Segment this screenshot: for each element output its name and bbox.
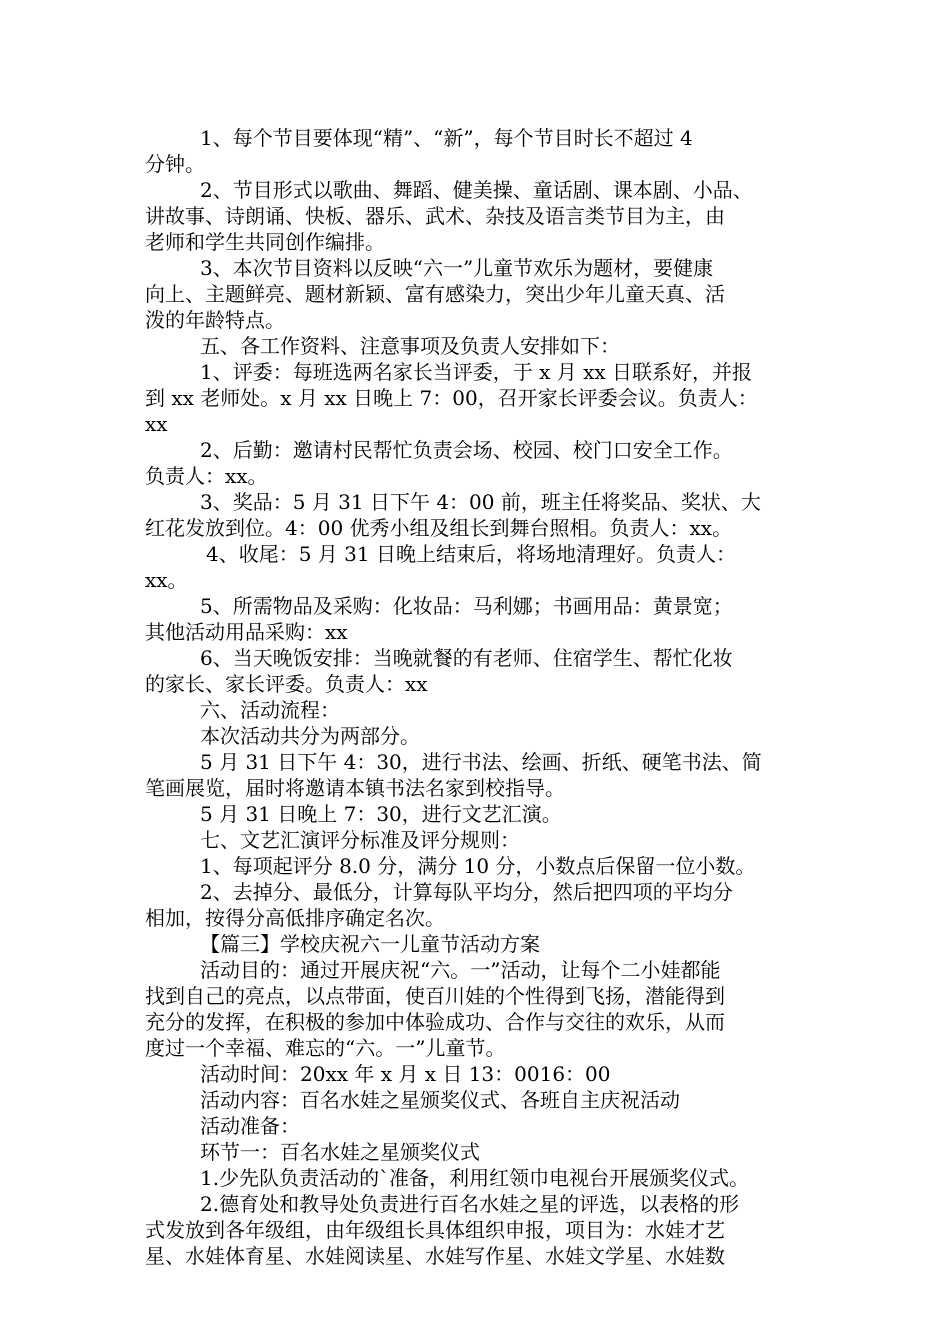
- paragraph-line: 式发放到各年级组，由年级组长具体组织申报，项目为：水娃才艺: [145, 1218, 725, 1242]
- paragraph-line: 相加，按得分高低排序确定名次。: [145, 906, 445, 930]
- paragraph-line: 活动准备：: [200, 1114, 300, 1138]
- paragraph-line: 4、收尾：5 月 31 日晚上结束后，将场地清理好。负责人：: [206, 542, 736, 566]
- section-heading: 六、活动流程：: [200, 698, 340, 722]
- paragraph-line: 笔画展览，届时将邀请本镇书法名家到校指导。: [145, 776, 565, 800]
- paragraph-line: 讲故事、诗朗诵、快板、器乐、武术、杂技及语言类节目为主，由: [145, 204, 725, 228]
- paragraph-line: 找到自己的亮点，以点带面，使百川娃的个性得到飞扬，潜能得到: [145, 984, 725, 1008]
- paragraph-line: 本次活动共分为两部分。: [200, 724, 420, 748]
- section-heading: 环节一：百名水娃之星颁奖仪式: [200, 1140, 480, 1164]
- paragraph-line: 负责人：xx。: [145, 464, 268, 488]
- paragraph-line: xx: [145, 412, 168, 436]
- paragraph-line: 向上、主题鲜亮、题材新颖、富有感染力，突出少年儿童天真、活: [145, 282, 725, 306]
- paragraph-line: 活动目的：通过开展庆祝“六。一”活动，让每个二小娃都能: [200, 958, 721, 982]
- paragraph-line: 到 xx 老师处。x 月 xx 日晚上 7：00，召开家长评委会议。负责人：: [145, 386, 758, 410]
- paragraph-line: 活动时间：20xx 年 x 月 x 日 13：0016：00: [200, 1062, 611, 1086]
- paragraph-line: 活动内容：百名水娃之星颁奖仪式、各班自主庆祝活动: [200, 1088, 680, 1112]
- paragraph-line: 星、水娃体育星、水娃阅读星、水娃写作星、水娃文学星、水娃数: [145, 1244, 725, 1268]
- paragraph-line: 充分的发挥，在积极的参加中体验成功、合作与交往的欢乐，从而: [145, 1010, 725, 1034]
- paragraph-line: xx。: [145, 568, 188, 592]
- paragraph-line: 2、后勤：邀请村民帮忙负责会场、校园、校门口安全工作。: [200, 438, 733, 462]
- paragraph-line: 度过一个幸福、难忘的“六。一”儿童节。: [145, 1036, 506, 1060]
- paragraph-line: 2、节目形式以歌曲、舞蹈、健美操、童话剧、课本剧、小品、: [200, 178, 753, 202]
- paragraph-line: 的家长、家长评委。负责人：xx: [145, 672, 428, 696]
- paragraph-line: 分钟。: [145, 152, 205, 176]
- article-title: 【篇三】学校庆祝六一儿童节活动方案: [200, 932, 540, 956]
- paragraph-line: 2.德育处和教导处负责进行百名水娃之星的评选，以表格的形: [200, 1192, 740, 1216]
- paragraph-line: 5 月 31 日下午 4：30，进行书法、绘画、折纸、硬笔书法、简: [200, 750, 762, 774]
- paragraph-line: 红花发放到位。4：00 优秀小组及组长到舞台照相。负责人：xx。: [145, 516, 733, 540]
- paragraph-line: 1.少先队负责活动的`准备，利用红领巾电视台开展颁奖仪式。: [200, 1166, 750, 1190]
- section-heading: 五、各工作资料、注意事项及负责人安排如下：: [200, 334, 620, 358]
- paragraph-line: 5 月 31 日晚上 7：30，进行文艺汇演。: [200, 802, 562, 826]
- paragraph-line: 3、本次节目资料以反映“六一”儿童节欢乐为题材，要健康: [200, 256, 714, 280]
- paragraph-line: 2、去掉分、最低分，计算每队平均分，然后把四项的平均分: [200, 880, 733, 904]
- paragraph-line: 其他活动用品采购：xx: [145, 620, 348, 644]
- paragraph-line: 3、奖品：5 月 31 日下午 4：00 前，班主任将奖品、奖状、大: [200, 490, 761, 514]
- paragraph-line: 泼的年龄特点。: [145, 308, 285, 332]
- paragraph-line: 1、每个节目要体现“精”、“新”，每个节目时长不超过 4: [200, 126, 693, 150]
- paragraph-line: 老师和学生共同创作编排。: [145, 230, 385, 254]
- paragraph-line: 1、评委：每班选两名家长当评委，于 x 月 xx 日联系好，并报: [200, 360, 752, 384]
- paragraph-line: 5、所需物品及采购：化妆品：马利娜；书画用品：黄景宽；: [200, 594, 733, 618]
- section-heading: 七、文艺汇演评分标准及评分规则：: [200, 828, 520, 852]
- paragraph-line: 1、每项起评分 8.0 分，满分 10 分，小数点后保留一位小数。: [200, 854, 756, 878]
- paragraph-line: 6、当天晚饭安排：当晚就餐的有老师、住宿学生、帮忙化妆: [200, 646, 733, 670]
